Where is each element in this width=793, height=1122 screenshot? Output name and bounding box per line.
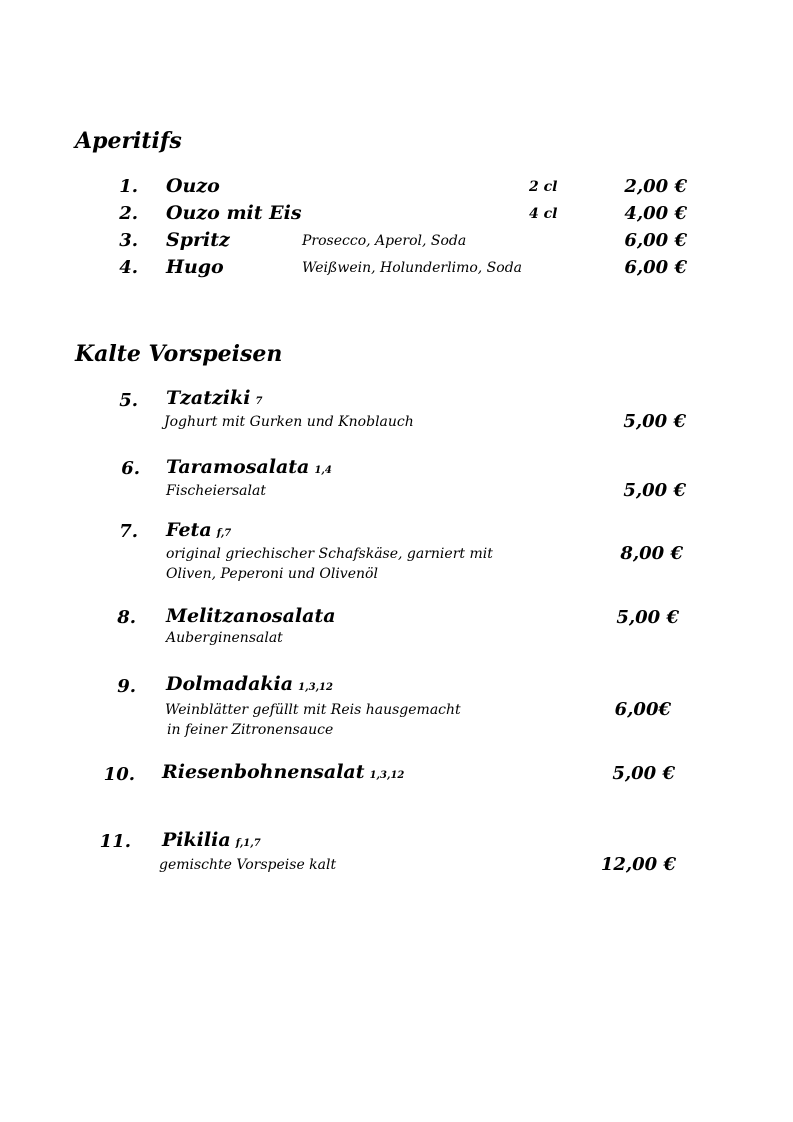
item-price: 6,00 € [624,230,687,251]
item-title [166,519,231,541]
item-allergens: 1,3,12 [369,770,405,781]
item-description: Prosecco, Aperol, Soda [302,233,467,249]
item-title [166,387,262,409]
item-number: 4. [119,257,138,278]
item-name: Spritz [166,229,230,251]
item-number: 9. [117,676,136,697]
item-allergens: f,7 [216,528,232,539]
item-title [166,456,332,478]
section-title-kalte-vorspeisen: Kalte Vorspeisen [75,341,283,367]
item-name: Riesenbohnensalat [162,761,365,783]
item-price: 2,00 € [624,176,687,197]
item-number: 1. [119,176,138,197]
item-allergens: f,1,7 [235,838,261,849]
item-name: Ouzo mit Eis [166,202,302,224]
item-price: 5,00 € [623,411,686,432]
item-name: Hugo [166,256,224,278]
item-number: 8. [117,607,136,628]
item-description: gemischte Vorspeise kalt [159,857,337,873]
item-number: 5. [119,390,138,411]
item-volume: 4 cl [529,206,558,222]
item-title [166,673,333,695]
item-description: Fischeiersalat [166,483,266,499]
item-number: 11. [99,831,131,852]
item-number: 10. [103,764,135,785]
item-description: Weißwein, Holunderlimo, Soda [302,260,523,276]
item-volume: 2 cl [529,179,558,195]
item-number: 6. [121,458,140,479]
item-name: Feta [166,519,212,541]
item-name: Taramosalata [166,456,310,478]
item-price: 4,00 € [624,203,687,224]
item-description-line2: in feiner Zitronensauce [167,722,334,738]
item-allergens: 7 [255,396,263,407]
item-price: 5,00 € [623,480,686,501]
item-price: 5,00 € [612,763,675,784]
item-description: Weinblätter gefüllt mit Reis hausgemacht [165,702,461,718]
item-price: 8,00 € [620,543,683,564]
item-description: Auberginensalat [166,630,283,646]
item-name: Tzatziki [166,387,251,409]
item-price: 5,00 € [616,607,679,628]
item-name: Ouzo [166,175,220,197]
item-price: 6,00 € [624,257,687,278]
item-allergens: 1,4 [314,465,332,476]
item-description: Joghurt mit Gurken und Knoblauch [164,414,414,430]
item-description-line2: Oliven, Peperoni und Olivenöl [166,566,378,582]
item-name: Dolmadakia [166,673,294,695]
item-name: Pikilia [162,829,231,851]
item-number: 3. [119,230,138,251]
item-number: 7. [119,521,138,542]
item-name: Melitzanosalata [166,605,336,627]
section-title-aperitifs: Aperitifs [75,128,182,154]
item-title [162,829,261,851]
item-price: 6,00€ [614,699,671,720]
item-description: original griechischer Schafskäse, garniert mit [166,546,493,562]
item-allergens: 1,3,12 [298,682,333,693]
item-title [162,761,404,783]
item-number: 2. [119,203,138,224]
item-price: 12,00 € [600,854,676,875]
